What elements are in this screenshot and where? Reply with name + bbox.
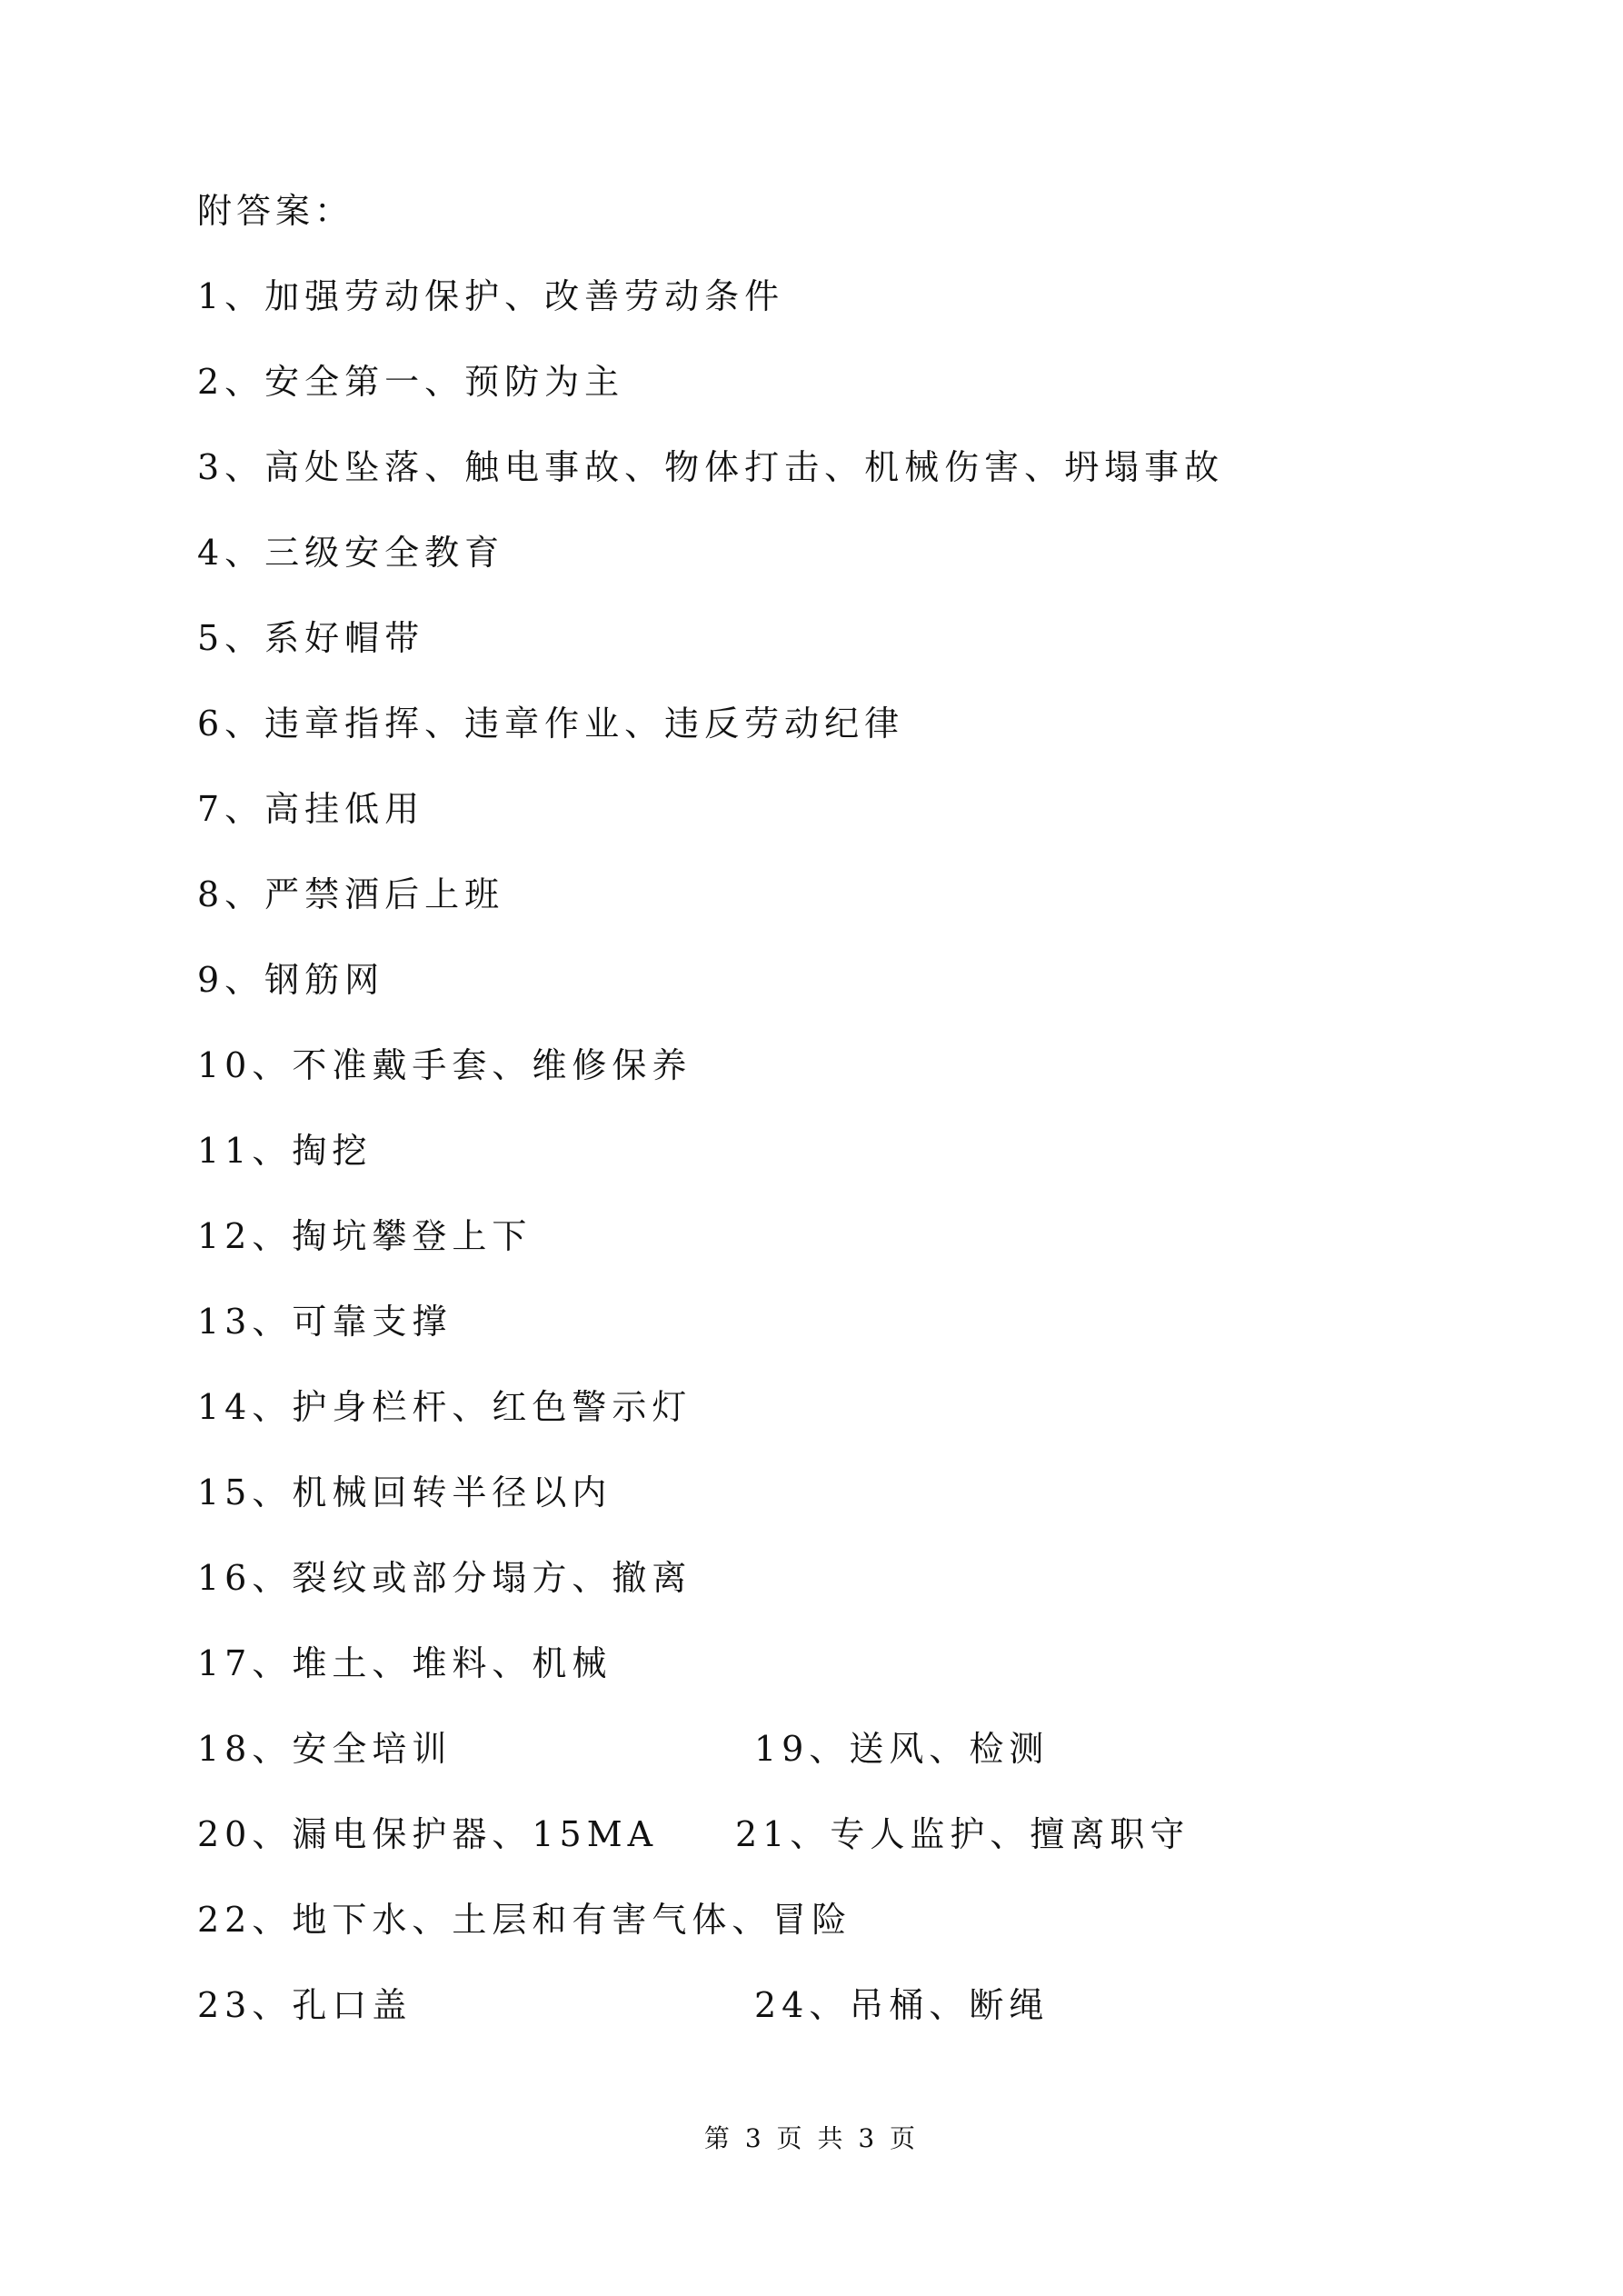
- answer-16: 16、裂纹或部分塌方、撤离: [197, 1558, 692, 1598]
- answer-line-4: [197, 520, 1433, 605]
- answer-6: 6、违章指挥、违章作业、违反劳动纪律: [197, 704, 905, 744]
- answers-heading: 附答案：: [197, 191, 354, 231]
- answer-19: 19、送风、检测: [754, 1729, 1050, 1769]
- answer-line-7: [197, 776, 1433, 862]
- answer-1: 1、加强劳动保护、改善劳动条件: [197, 276, 785, 316]
- answer-line-22: [197, 1887, 1433, 1972]
- answer-line-12: [197, 1203, 1433, 1289]
- answer-20: 20、漏电保护器、15MA: [197, 1814, 659, 1854]
- answer-3: 3、高处坠落、触电事故、物体打击、机械伤害、坍塌事故: [197, 447, 1225, 487]
- answer-14: 14、护身栏杆、红色警示灯: [197, 1387, 692, 1427]
- answer-line-9: [197, 947, 1433, 1033]
- answer-11: 11、掏挖: [197, 1131, 373, 1171]
- answer-22: 22、地下水、土层和有害气体、冒险: [197, 1900, 852, 1940]
- answer-line-2: [197, 349, 1433, 434]
- answer-15: 15、机械回转半径以内: [197, 1472, 612, 1512]
- answer-line-23-24: [197, 1972, 1433, 2058]
- answer-content: [197, 178, 1433, 2058]
- answer-7: 7、高挂低用: [197, 789, 425, 829]
- answer-line-3: [197, 434, 1433, 520]
- answer-line-11: [197, 1118, 1433, 1203]
- page-footer: 第 3 页 共 3 页: [703, 2123, 920, 2153]
- answer-13: 13、可靠支撑: [197, 1302, 453, 1342]
- answer-23: 23、孔口盖: [197, 1985, 413, 2025]
- answer-18: 18、安全培训: [197, 1729, 453, 1769]
- answer-24: 24、吊桶、断绳: [754, 1985, 1050, 2025]
- answer-line-18-19: [197, 1716, 1433, 1802]
- answer-line-1: [197, 264, 1433, 349]
- answer-17: 17、堆土、堆料、机械: [197, 1643, 612, 1683]
- answer-10: 10、不准戴手套、维修保养: [197, 1045, 692, 1085]
- answer-2: 2、安全第一、预防为主: [197, 362, 625, 402]
- answer-8: 8、严禁酒后上班: [197, 874, 505, 914]
- answer-line-5: [197, 605, 1433, 691]
- answer-line-17: [197, 1631, 1433, 1716]
- answer-line-14: [197, 1374, 1433, 1460]
- answer-line-15: [197, 1460, 1433, 1545]
- answer-line-8: [197, 862, 1433, 947]
- answer-12: 12、掏坑攀登上下: [197, 1216, 533, 1256]
- answer-line-20-21: [197, 1802, 1433, 1887]
- answer-9: 9、钢筋网: [197, 960, 385, 1000]
- answer-line-13: [197, 1289, 1433, 1374]
- answer-4: 4、三级安全教育: [197, 533, 505, 573]
- answer-5: 5、系好帽带: [197, 618, 425, 658]
- answer-line-10: [197, 1033, 1433, 1118]
- answer-21: 21、专人监护、擅离职守: [735, 1814, 1190, 1854]
- answer-line-16: [197, 1545, 1433, 1631]
- answer-line-6: [197, 691, 1433, 776]
